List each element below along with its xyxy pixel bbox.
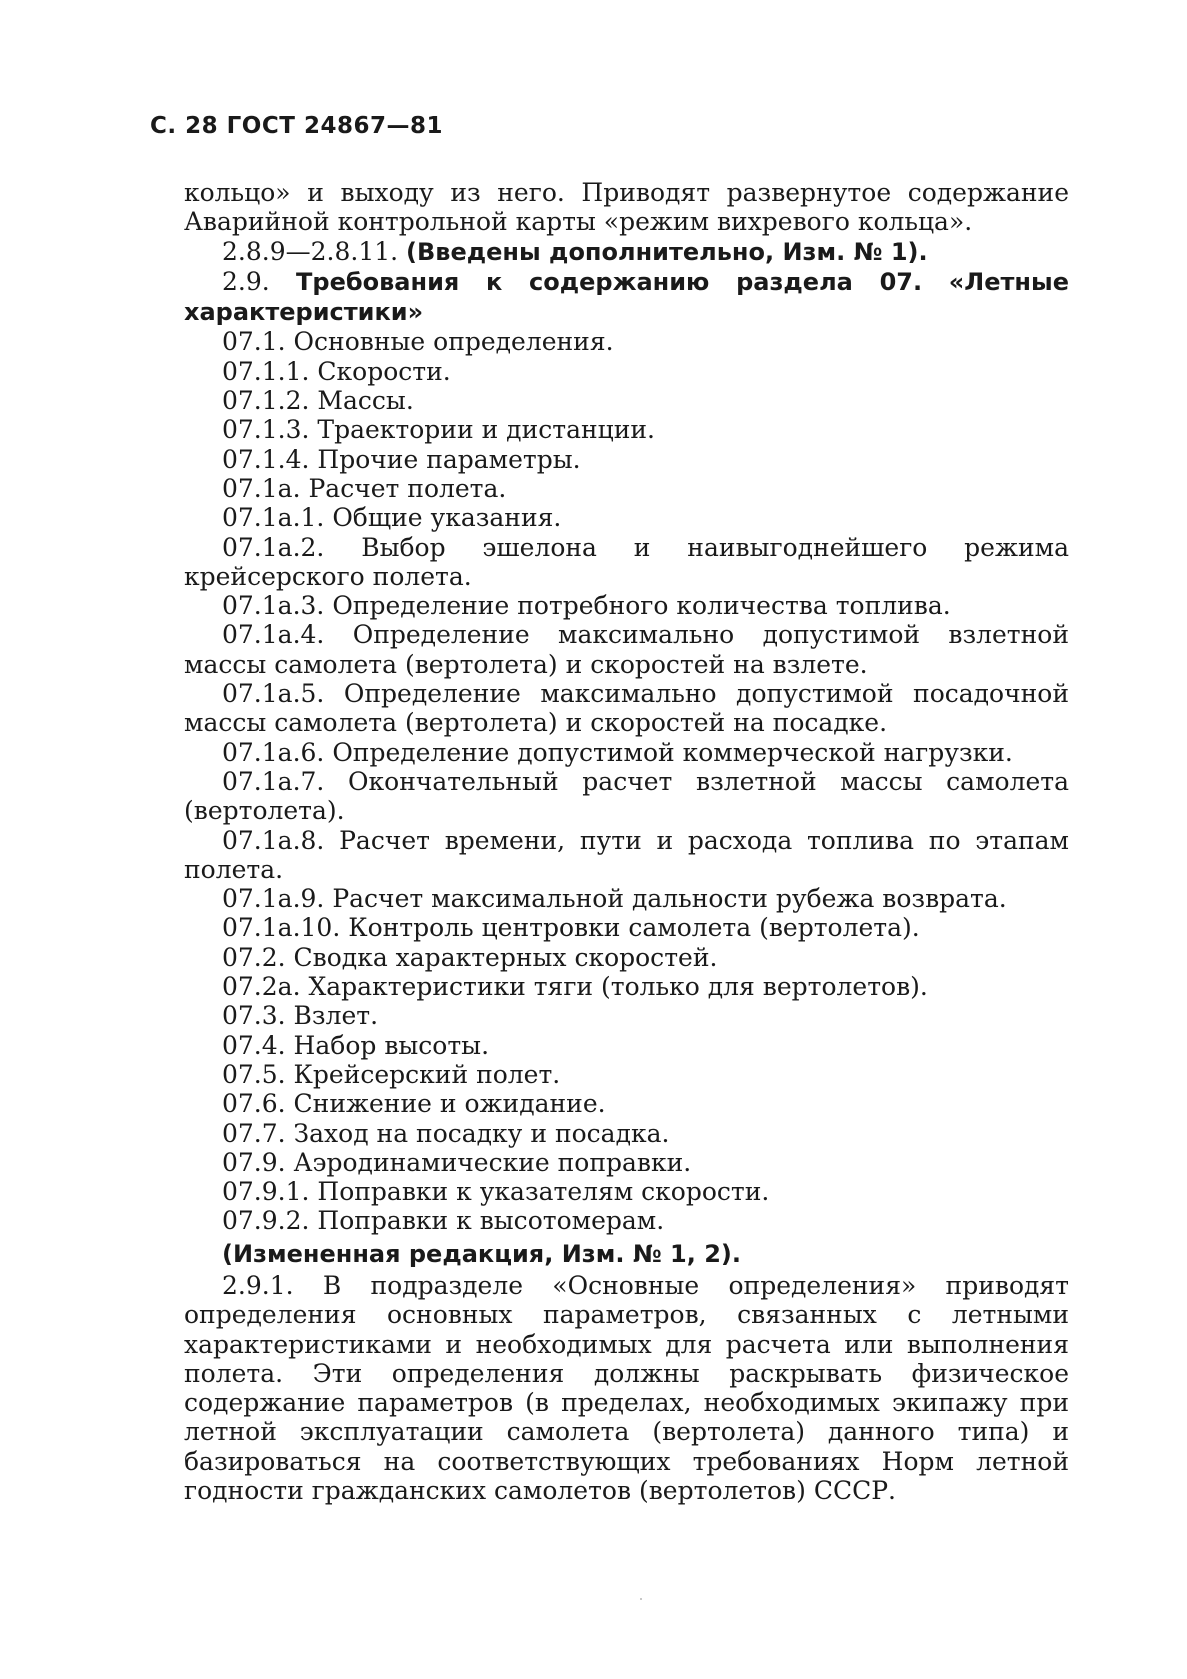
document-body bbox=[184, 178, 1069, 1505]
amendment-note: (Введены дополнительно, Изм. № 1). bbox=[406, 237, 928, 266]
toc-item: 07.9. Аэродинамические поправки. bbox=[222, 1147, 692, 1177]
toc-item: 07.3. Взлет. bbox=[222, 1001, 379, 1031]
toc-item: 07.1а.8. Расчет времени, пути и расхода топлива по этапам полета. bbox=[184, 825, 1069, 884]
toc-item: 07.1а.2. Выбор эшелона и наивыгоднейшего режима крейсерского полета. bbox=[184, 532, 1069, 591]
toc-item: 07.1.2. Массы. bbox=[222, 386, 414, 416]
toc-item: 07.1а.1. Общие указания. bbox=[222, 503, 562, 533]
section-heading bbox=[184, 267, 1069, 328]
page-header bbox=[150, 113, 443, 139]
section-title: Требования к содержанию раздела 07. «Летные характеристики» bbox=[184, 267, 1069, 327]
toc-item: 07.2. Сводка характерных скоростей. bbox=[222, 942, 718, 972]
toc-item: 07.9.1. Поправки к указателям скорости. bbox=[222, 1177, 770, 1207]
toc-item: 07.1а.5. Определение максимально допустимой посадочной массы самолета (вертолета) и скоростей на посадке. bbox=[184, 679, 1069, 738]
toc-item: 07.1.1. Скорости. bbox=[222, 356, 451, 386]
standard-designation: ГОСТ 24867—81 bbox=[226, 113, 443, 139]
toc-item: 07.1а.9. Расчет максимальной дальности рубежа возврата. bbox=[222, 884, 1007, 914]
toc-item: 07.1а.3. Определение потребного количества топлива. bbox=[222, 591, 951, 621]
page-number: С. 28 bbox=[150, 113, 219, 139]
section-number: 2.9. bbox=[222, 266, 270, 296]
clause-number: 2.8.9—2.8.11. bbox=[222, 236, 399, 266]
revision-note: (Измененная редакция, Изм. № 1, 2). bbox=[222, 1239, 741, 1268]
toc-item: 07.1а.4. Определение максимально допустимой взлетной массы самолета (вертолета) и скоростей на взлете. bbox=[184, 620, 1069, 679]
section-contents-list bbox=[184, 327, 1069, 1235]
toc-item: 07.4. Набор высоты. bbox=[222, 1030, 490, 1060]
toc-item: 07.7. Заход на посадку и посадка. bbox=[222, 1118, 670, 1148]
paragraph-2-9-1: 2.9.1. В подразделе «Основные определения» приводят определения основных параметров, связанных с летными характеристиками и необходимых для расчета или выполнения полета. Эти определения должны раскрывать физическое содержание параметров (в пределах, необходимых экипажу при летной эксплуатации самолета (вертолета) данного типа) и базироваться на соответствующих требованиях Норм летной годности гражданских самолетов (вертолетов) СССР. bbox=[184, 1270, 1069, 1506]
toc-item: 07.1а.7. Окончательный расчет взлетной массы самолета (вертолета). bbox=[184, 766, 1069, 826]
toc-item: 07.1а.10. Контроль центровки самолета (вертолета). bbox=[222, 913, 920, 943]
amendment-reference bbox=[184, 237, 1069, 267]
toc-item: 07.1.4. Прочие параметры. bbox=[222, 444, 581, 474]
intro-paragraph: кольцо» и выходу из него. Приводят развернутое содержание Аварийной контрольной карты «режим вихревого кольца». bbox=[184, 178, 1069, 237]
toc-item: 07.1. Основные определения. bbox=[222, 327, 614, 357]
toc-item: 07.6. Снижение и ожидание. bbox=[222, 1089, 606, 1119]
toc-item: 07.1а. Расчет полета. bbox=[222, 473, 507, 503]
toc-item: 07.1.3. Траектории и дистанции. bbox=[222, 415, 655, 445]
toc-item: 07.1а.6. Определение допустимой коммерческой нагрузки. bbox=[222, 737, 1013, 767]
scan-speck bbox=[640, 1598, 642, 1600]
toc-item: 07.9.2. Поправки к высотомерам. bbox=[222, 1206, 665, 1236]
toc-item: 07.5. Крейсерский полет. bbox=[222, 1059, 561, 1089]
toc-item: 07.2а. Характеристики тяги (только для вертолетов). bbox=[222, 972, 928, 1002]
